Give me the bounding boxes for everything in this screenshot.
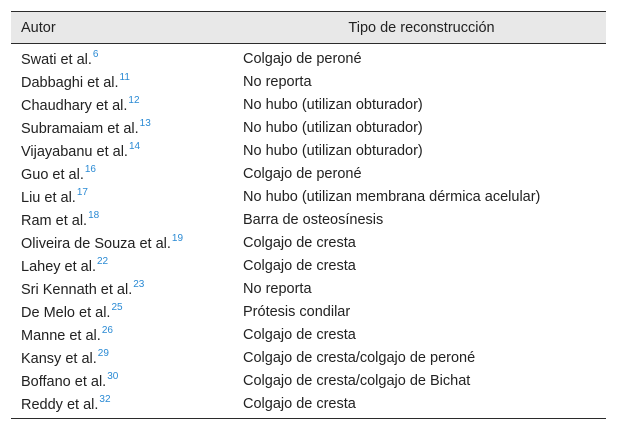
author-cell — [11, 185, 243, 208]
author-name: Dabbaghi et al. — [21, 74, 119, 91]
author-name: Swati et al. — [21, 51, 92, 68]
reconstruction-cell: No hubo (utilizan obturador) — [243, 142, 423, 159]
reference-link[interactable]: 6 — [92, 48, 99, 60]
table-row — [11, 346, 606, 369]
table-row — [11, 392, 606, 419]
header-row — [11, 12, 606, 44]
reference-link[interactable]: 18 — [88, 209, 100, 221]
author-cell — [11, 346, 243, 369]
reference-link[interactable]: 11 — [119, 71, 130, 83]
table-row — [11, 44, 606, 71]
table-row — [11, 93, 606, 116]
author-cell — [11, 300, 243, 323]
author-cell — [11, 277, 243, 300]
header-reconstruction-type: Tipo de reconstrucción — [243, 12, 606, 44]
reconstruction-cell: No hubo (utilizan membrana dérmica acelular) — [243, 188, 541, 205]
author-name: De Melo et al. — [21, 304, 111, 321]
author-name: Ram et al. — [21, 212, 88, 229]
table-row — [11, 323, 606, 346]
reference-link[interactable]: 13 — [139, 117, 151, 129]
reconstruction-cell: Colgajo de cresta — [243, 392, 606, 419]
table-row — [11, 208, 606, 231]
table-row — [11, 70, 606, 93]
table-row — [11, 277, 606, 300]
table-row — [11, 162, 606, 185]
author-name: Liu et al. — [21, 189, 76, 206]
author-cell — [11, 208, 243, 231]
author-cell — [11, 70, 243, 93]
author-cell — [11, 323, 243, 346]
reconstruction-table — [11, 11, 606, 419]
reference-link[interactable]: 16 — [84, 163, 96, 175]
author-name: Manne et al. — [21, 327, 101, 344]
author-cell — [11, 162, 243, 185]
reconstruction-cell: Colgajo de peroné — [243, 165, 362, 182]
author-name: Subramaiam et al. — [21, 120, 139, 137]
table-row — [11, 185, 606, 208]
reconstruction-cell: No reporta — [243, 73, 312, 90]
reconstruction-cell: Prótesis condilar — [243, 303, 351, 320]
reference-link[interactable]: 22 — [96, 255, 109, 267]
author-cell — [11, 116, 243, 139]
table-row — [11, 300, 606, 323]
table-row — [11, 369, 606, 392]
reference-link[interactable]: 32 — [99, 393, 111, 405]
reference-link[interactable]: 12 — [128, 94, 140, 106]
table-row — [11, 254, 606, 277]
author-cell — [11, 369, 243, 392]
author-cell — [11, 44, 243, 71]
reference-link[interactable]: 17 — [76, 186, 88, 198]
table-row — [11, 231, 606, 254]
reference-link[interactable]: 19 — [171, 232, 184, 244]
author-cell — [11, 139, 243, 162]
table-row — [11, 116, 606, 139]
reference-link[interactable]: 14 — [128, 140, 141, 152]
reconstruction-cell: Colgajo de cresta — [243, 326, 356, 343]
table-row — [11, 139, 606, 162]
header-author: Autor — [11, 12, 243, 44]
author-cell — [11, 93, 243, 116]
author-name: Chaudhary et al. — [21, 97, 128, 114]
reconstruction-cell: No reporta — [243, 280, 312, 297]
reference-link[interactable]: 23 — [133, 278, 145, 290]
reconstruction-table-container — [11, 11, 606, 419]
reconstruction-cell: No hubo (utilizan obturador) — [243, 96, 423, 113]
author-cell — [11, 231, 243, 254]
author-name: Boffano et al. — [21, 373, 107, 390]
author-cell — [11, 254, 243, 277]
reconstruction-cell: Colgajo de cresta/colgajo de peroné — [243, 349, 476, 366]
author-name: Vijayabanu et al. — [21, 143, 128, 160]
reconstruction-cell: Colgajo de peroné — [243, 50, 362, 67]
table-header — [11, 12, 606, 44]
reconstruction-cell: Barra de osteosínesis — [243, 211, 384, 228]
reference-link[interactable]: 30 — [107, 370, 119, 382]
reconstruction-cell: Colgajo de cresta/colgajo de Bichat — [243, 372, 471, 389]
reference-link[interactable]: 29 — [97, 347, 109, 359]
author-name: Kansy et al. — [21, 350, 97, 367]
reference-link[interactable]: 26 — [101, 324, 113, 336]
table-body — [11, 44, 606, 419]
reconstruction-cell: Colgajo de cresta — [243, 257, 356, 274]
reference-link[interactable]: 25 — [111, 301, 123, 313]
author-cell — [11, 392, 243, 419]
reconstruction-cell: No hubo (utilizan obturador) — [243, 119, 423, 136]
author-name: Sri Kennath et al. — [21, 281, 133, 298]
author-name: Lahey et al. — [21, 258, 96, 275]
author-name: Reddy et al. — [21, 396, 99, 413]
author-name: Oliveira de Souza et al. — [21, 235, 171, 252]
reconstruction-cell: Colgajo de cresta — [243, 234, 356, 251]
author-name: Guo et al. — [21, 166, 84, 183]
